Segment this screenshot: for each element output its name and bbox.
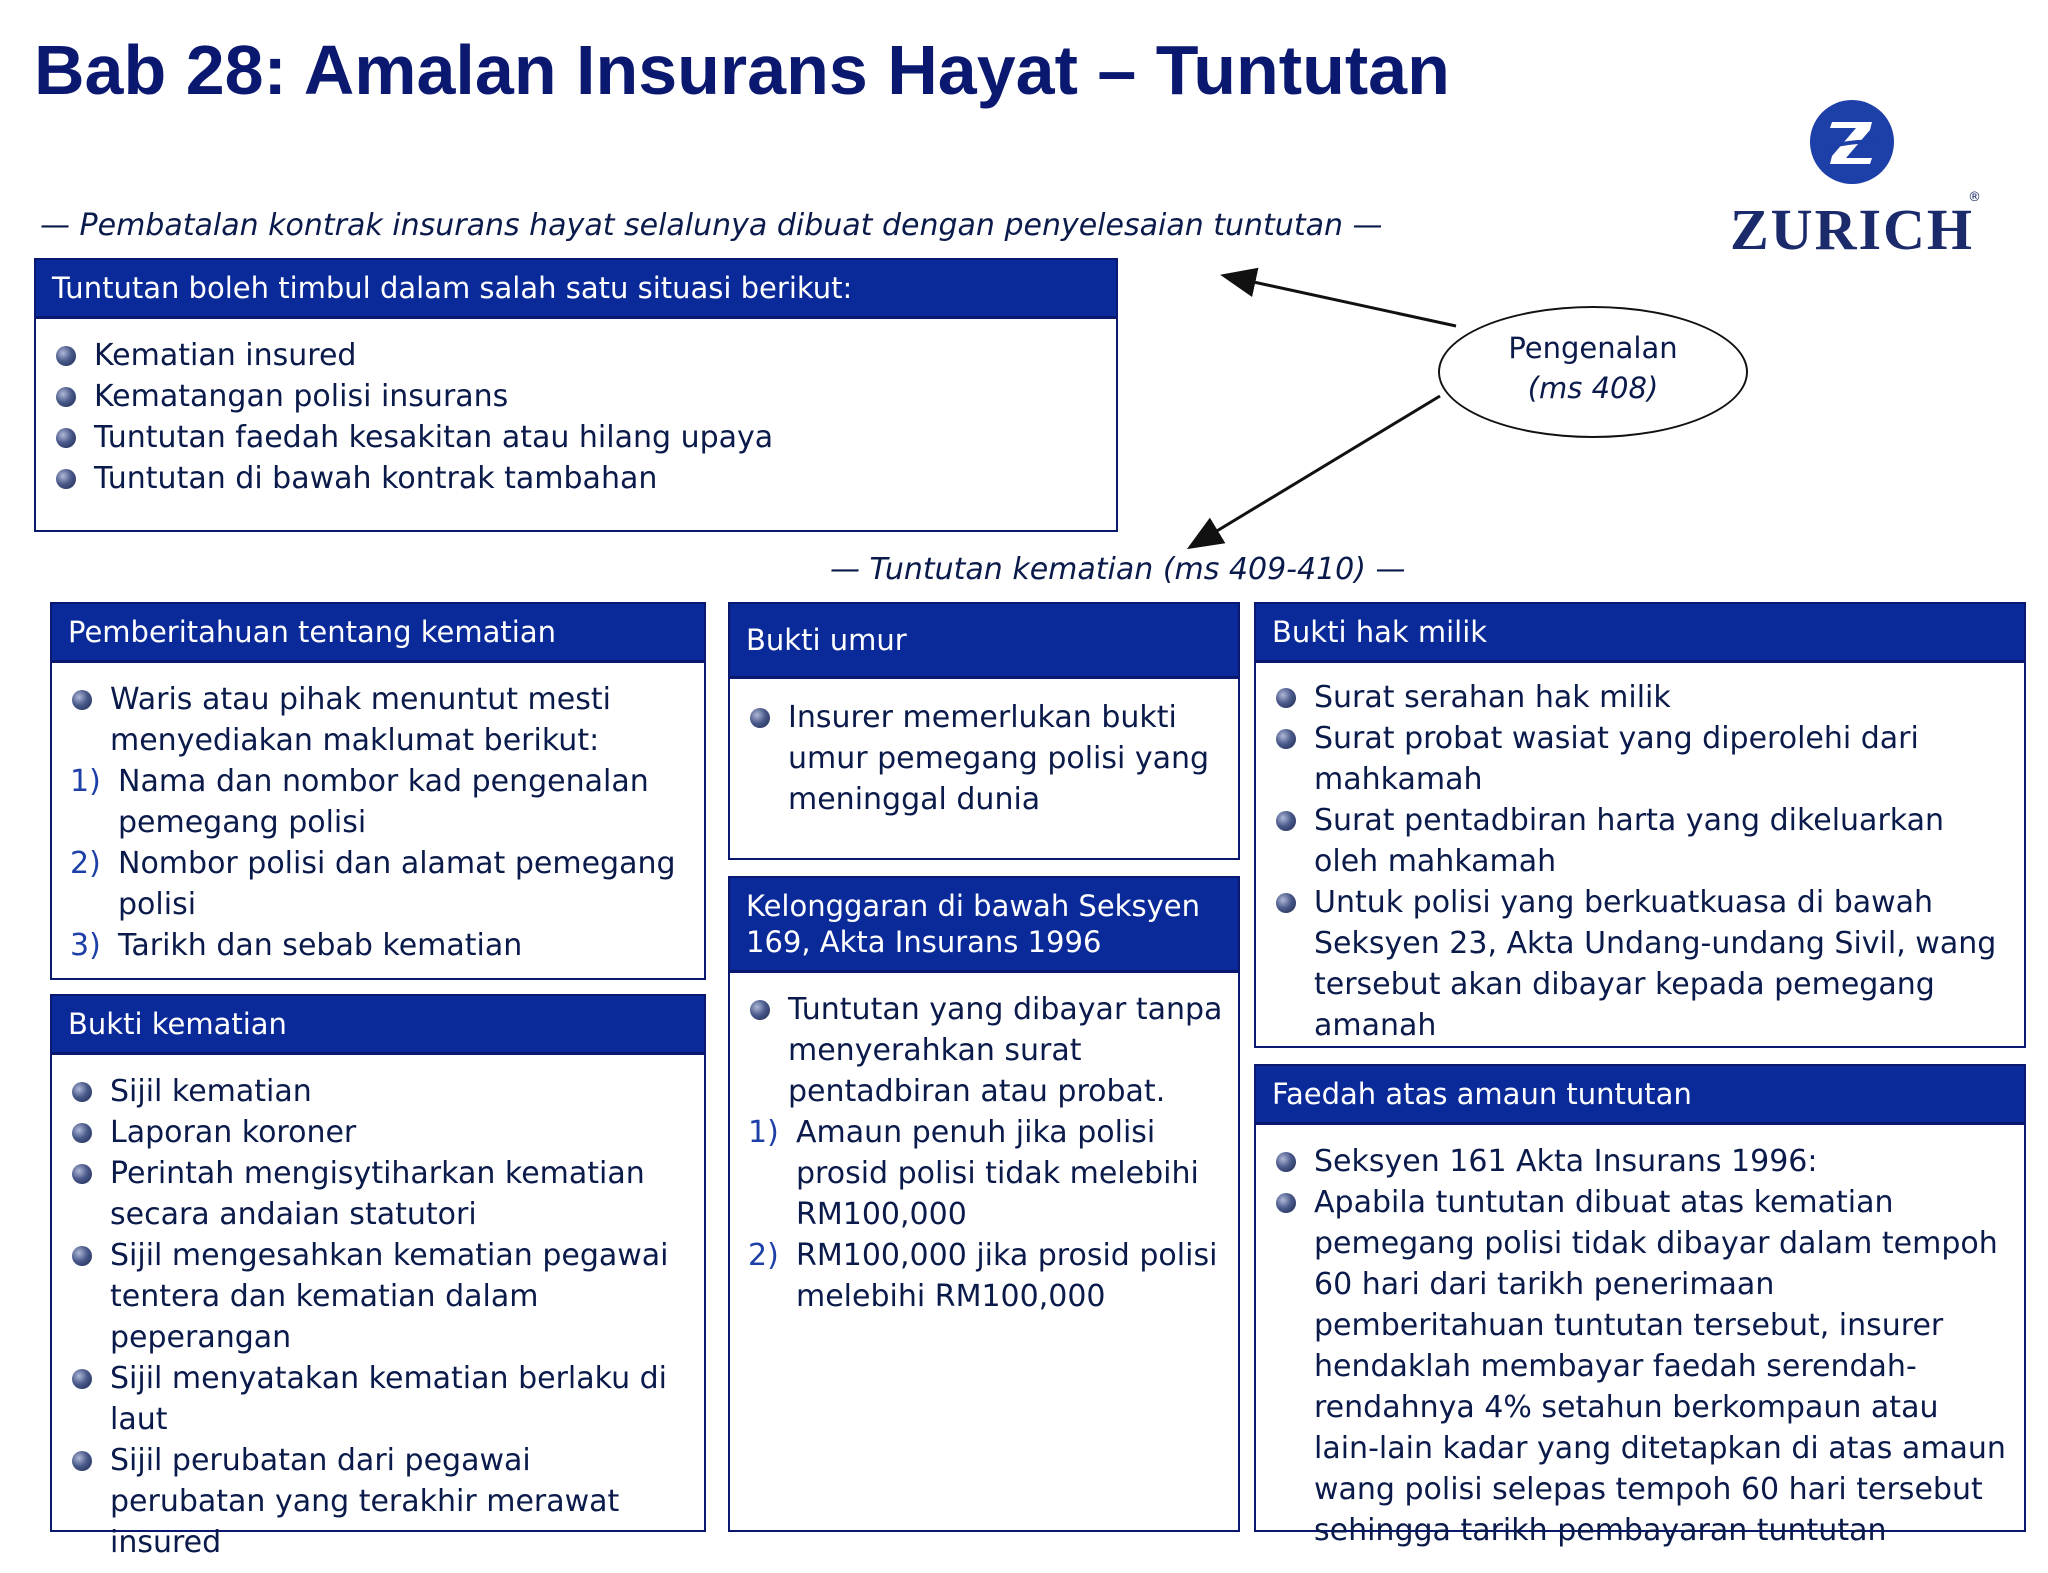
list-item: Untuk polisi yang berkuatkuasa di bawah Seksyen 23, Akta Undang-undang Sivil, wang tersebut akan dibayar kepada pemegang amanah: [1274, 882, 2010, 1046]
list-item: Surat probat wasiat yang diperolehi dari mahkamah: [1274, 718, 2010, 800]
death-proof-box: [50, 994, 706, 1560]
list-item: Sijil perubatan dari pegawai perubatan yang terakhir merawat insured: [70, 1440, 690, 1563]
list-item: Sijil kematian: [70, 1071, 690, 1112]
notice-header: Pemberitahuan tentang kematian: [52, 604, 704, 663]
list-item: Sijil menyatakan kematian berlaku di laut: [70, 1358, 690, 1440]
list-item: Kematangan polisi insurans: [54, 376, 1102, 417]
age-proof-box: [728, 602, 1240, 860]
death-claim-label: — Tuntutan kematian (ms 409-410) —: [830, 552, 1406, 587]
situations-header: Tuntutan boleh timbul dalam salah satu situasi berikut:: [36, 260, 1116, 319]
interest-list: [1274, 1141, 2010, 1551]
death-proof-header: Bukti kematian: [52, 996, 704, 1055]
list-item: 2) RM100,000 jika prosid polisi melebihi RM100,000: [748, 1238, 1218, 1314]
age-proof-header: Bukti umur: [730, 604, 1238, 679]
relief-box: [728, 876, 1240, 1532]
page-title: Bab 28: Amalan Insurans Hayat – Tuntutan: [34, 31, 1450, 109]
ellipse-line2: (ms 408): [1527, 371, 1659, 405]
list-item: Tuntutan yang dibayar tanpa menyerahkan surat pentadbiran atau probat.: [748, 989, 1224, 1112]
ownership-box: [1254, 602, 2026, 1048]
ownership-list: [1274, 677, 2010, 1046]
list-item: 2) Nombor polisi dan alamat pemegang polisi: [70, 846, 676, 922]
list-item: Apabila tuntutan dibuat atas kematian pemegang polisi tidak dibayar dalam tempoh 60 hari dari tarikh penerimaan pemberitahuan tuntutan tersebut, insurer hendaklah membayar faedah serendah-rendahnya 4% setahun berkompaun atau lain-lain kadar yang ditetapkan di atas amaun wang polisi selepas tempoh 60 hari tersebut sehingga tarikh pembayaran tuntutan: [1274, 1182, 2010, 1551]
relief-numbered-list: [748, 1112, 1224, 1317]
list-item: Kematian insured: [54, 335, 1102, 376]
arrow-to-intro: [1226, 276, 1456, 326]
list-item: Insurer memerlukan bukti umur pemegang polisi yang meninggal dunia: [748, 697, 1224, 820]
list-item: Tuntutan faedah kesakitan atau hilang upaya: [54, 417, 1102, 458]
notice-numbered-list: [70, 761, 690, 966]
ellipse-line1: Pengenalan: [1508, 331, 1678, 365]
list-item: Waris atau pihak menuntut mesti menyediakan maklumat berikut:: [70, 679, 690, 761]
interest-box: [1254, 1064, 2026, 1548]
relief-header: Kelonggaran di bawah Seksyen 169, Akta Insurans 1996: [730, 878, 1238, 973]
list-item: 1) Amaun penuh jika polisi prosid polisi tidak melebihi RM100,000: [748, 1115, 1199, 1232]
list-item: Laporan koroner: [70, 1112, 690, 1153]
registered-mark: ®: [1968, 190, 1981, 205]
list-item: Seksyen 161 Akta Insurans 1996:: [1274, 1141, 2010, 1182]
logo-wordmark: ZURICH: [1730, 197, 1975, 262]
list-item: Perintah mengisytiharkan kematian secara andaian statutori: [70, 1153, 690, 1235]
interest-header: Faedah atas amaun tuntutan: [1256, 1066, 2024, 1125]
list-item: Surat serahan hak milik: [1274, 677, 2010, 718]
arrow-to-death-claim: [1192, 396, 1440, 546]
intro-label: — Pembatalan kontrak insurans hayat selalunya dibuat dengan penyelesaian tuntutan —: [40, 208, 1383, 243]
list-item: Sijil mengesahkan kematian pegawai tentera dan kematian dalam peperangan: [70, 1235, 690, 1358]
ownership-header: Bukti hak milik: [1256, 604, 2024, 663]
notice-box: [50, 602, 706, 980]
age-proof-list: [748, 697, 1224, 820]
list-item: 3) Tarikh dan sebab kematian: [70, 928, 523, 963]
list-item: Tuntutan di bawah kontrak tambahan: [54, 458, 1102, 499]
death-proof-list: [70, 1071, 690, 1563]
list-item: 1) Nama dan nombor kad pengenalan pemegang polisi: [70, 764, 649, 840]
list-item: Surat pentadbiran harta yang dikeluarkan oleh mahkamah: [1274, 800, 2010, 882]
